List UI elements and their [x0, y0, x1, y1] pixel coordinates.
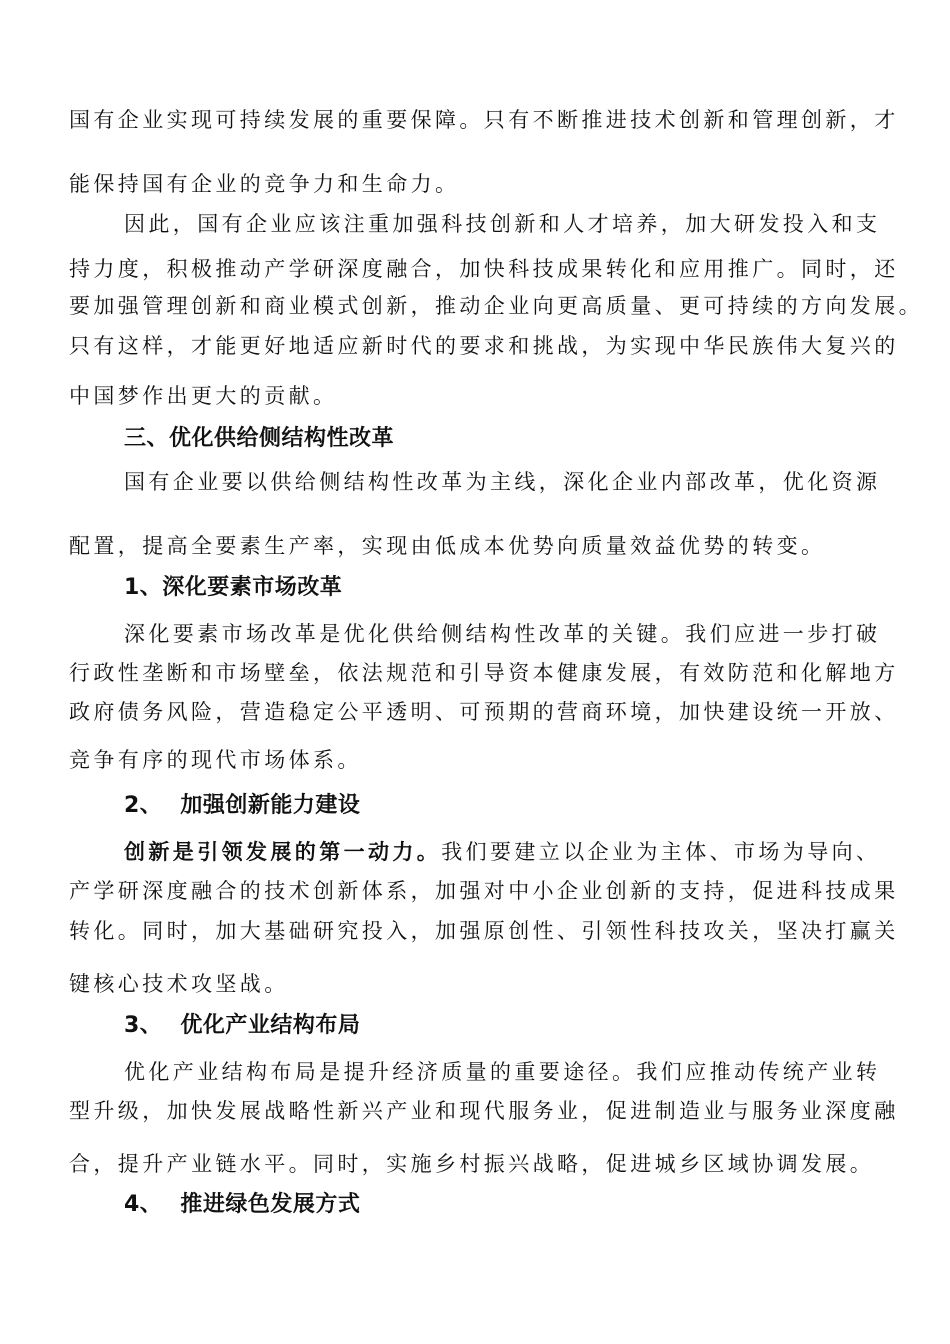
line-text: 我们要建立以企业为主体、市场为导向、 [441, 840, 881, 864]
bold-lead-sentence: 创新是引领发展的第一动力。 [124, 839, 442, 864]
paragraph-line: 要加强管理创新和商业模式创新，推动企业向更高质量、更可持续的方向发展。 [69, 294, 923, 318]
heading-text: 推进绿色发展方式 [180, 1192, 361, 1217]
heading-number: 2、 [124, 793, 163, 818]
heading-text: 优化产业结构布局 [180, 1013, 361, 1038]
paragraph-line [124, 838, 880, 866]
paragraph-line: 政府债务风险，营造稳定公平透明、可预期的营商环境，加快建设统一开放、 [69, 700, 899, 724]
paragraph-line: 因此，国有企业应该注重加强科技创新和人才培养，加大研发投入和支 [124, 212, 881, 236]
section-heading: 三、优化供给侧结构性改革 [124, 426, 395, 451]
paragraph-line: 只有这样，才能更好地适应新时代的要求和挑战，为实现中华民族伟大复兴的 [69, 334, 899, 358]
paragraph-line: 优化产业结构布局是提升经济质量的重要途径。我们应推动传统产业转 [124, 1060, 881, 1084]
paragraph-line: 配置，提高全要素生产率，实现由低成本优势向质量效益优势的转变。 [69, 534, 826, 558]
paragraph-line: 竞争有序的现代市场体系。 [69, 748, 362, 772]
paragraph-line: 中国梦作出更大的贡献。 [69, 384, 338, 408]
paragraph-line: 合，提升产业链水平。同时，实施乡村振兴战略，促进城乡区域协调发展。 [69, 1152, 875, 1176]
heading-number: 3、 [124, 1013, 163, 1038]
paragraph-line: 产学研深度融合的技术创新体系，加强对中小企业创新的支持，促进科技成果 [69, 879, 899, 903]
paragraph-line: 能保持国有企业的竞争力和生命力。 [69, 172, 460, 196]
subsection-heading [124, 1191, 360, 1219]
paragraph-line: 转化。同时，加大基础研究投入，加强原创性、引领性科技攻关，坚决打赢关 [69, 919, 899, 943]
paragraph-line: 深化要素市场改革是优化供给侧结构性改革的关键。我们应进一步打破 [124, 622, 881, 646]
subsection-heading [124, 792, 360, 820]
paragraph-line: 键核心技术攻坚战。 [69, 972, 289, 996]
subsection-heading: 1、深化要素市场改革 [124, 575, 343, 600]
heading-number: 4、 [124, 1192, 163, 1217]
paragraph-line: 持力度，积极推动产学研深度融合，加快科技成果转化和应用推广。同时，还 [69, 257, 899, 281]
paragraph-line: 国有企业要以供给侧结构性改革为主线，深化企业内部改革，优化资源 [124, 470, 881, 494]
heading-text: 加强创新能力建设 [180, 793, 361, 818]
subsection-heading [124, 1012, 360, 1040]
paragraph-line: 型升级，加快发展战略性新兴产业和现代服务业，促进制造业与服务业深度融 [69, 1099, 899, 1123]
paragraph-line: 行政性垄断和市场壁垒，依法规范和引导资本健康发展，有效防范和化解地方 [69, 661, 899, 685]
paragraph-line: 国有企业实现可持续发展的重要保障。只有不断推进技术创新和管理创新，才 [69, 108, 899, 132]
